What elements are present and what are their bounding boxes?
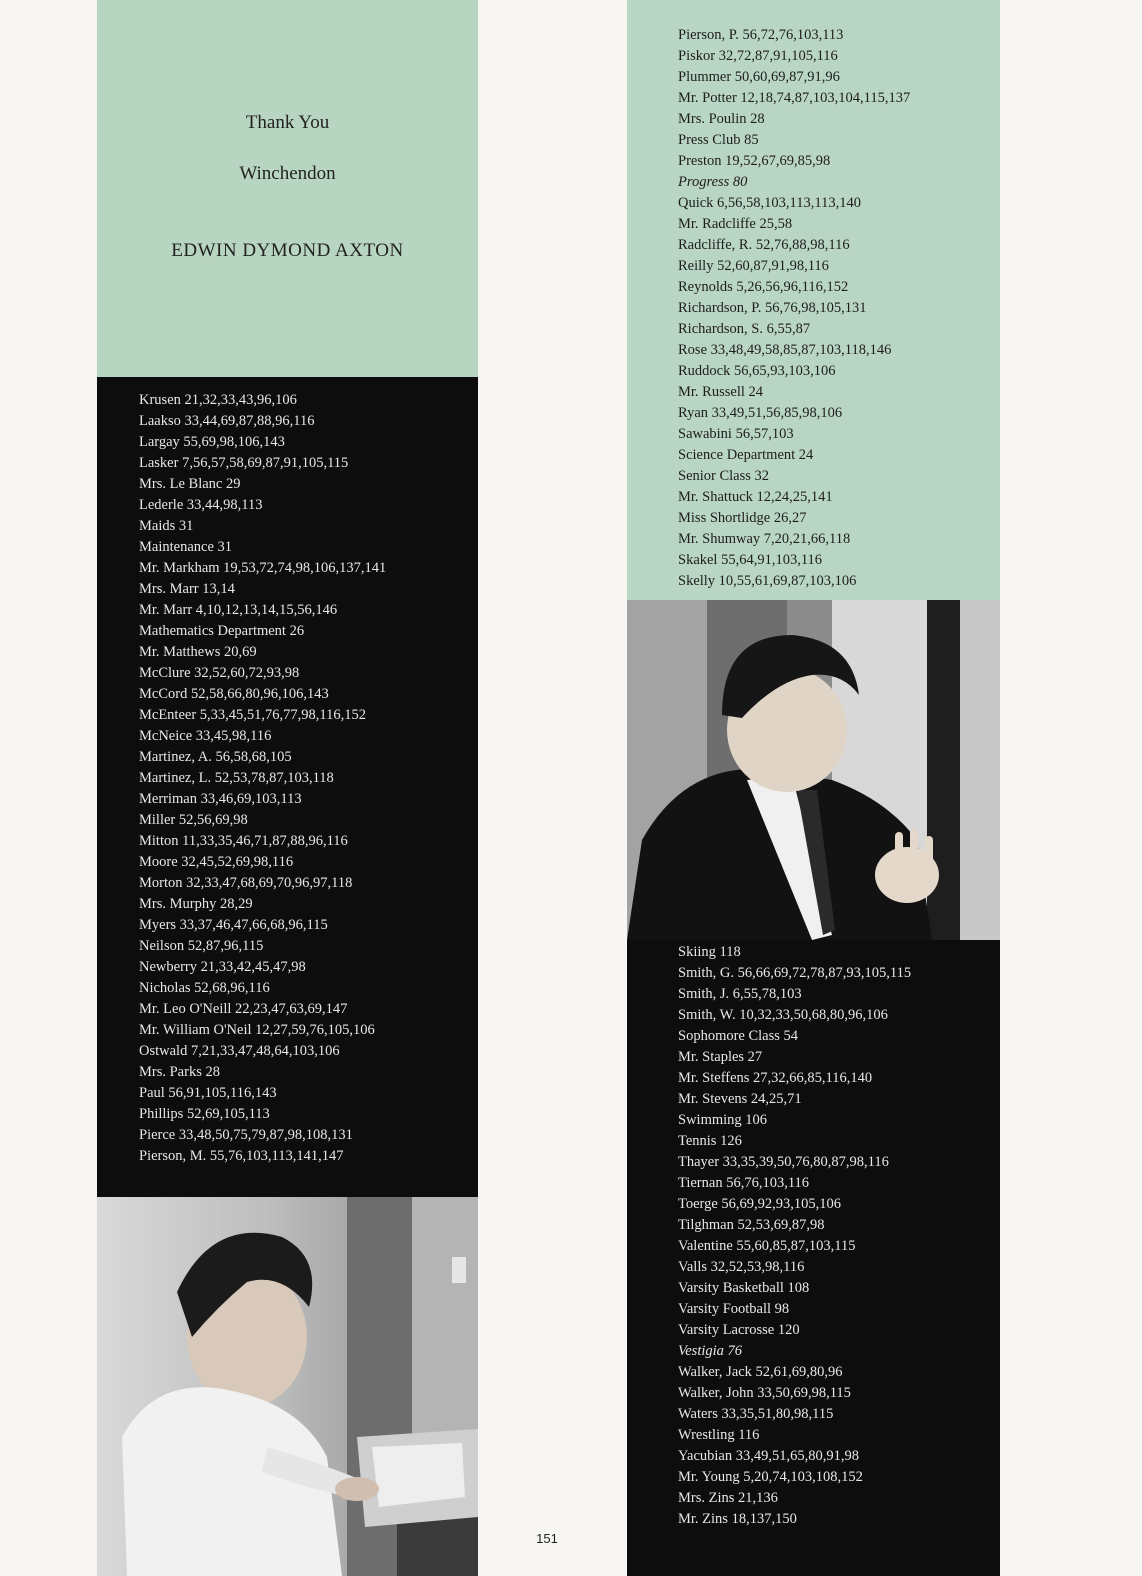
index-entry: Lederle 33,44,98,113 [139, 497, 263, 513]
index-entry: Mrs. Poulin 28 [678, 111, 765, 127]
index-entry: Mr. Markham 19,53,72,74,98,106,137,141 [139, 560, 387, 576]
index-entry: Largay 55,69,98,106,143 [139, 434, 285, 450]
index-entry: Mr. Steffens 27,32,66,85,116,140 [678, 1070, 873, 1086]
index-entry: Valentine 55,60,85,87,103,115 [678, 1238, 856, 1254]
index-entry: Mr. Matthews 20,69 [139, 644, 257, 660]
index-entry: McNeice 33,45,98,116 [139, 728, 272, 744]
index-entry: Mr. Stevens 24,25,71 [678, 1091, 802, 1107]
index-entry: Swimming 106 [678, 1112, 768, 1128]
index-entry: Science Department 24 [678, 447, 814, 463]
index-entry: Maintenance 31 [139, 539, 233, 555]
index-list-right-bottom [678, 942, 911, 1530]
index-entry: Rose 33,48,49,58,85,87,103,118,146 [678, 342, 892, 358]
page-number: 151 [536, 1531, 558, 1546]
index-entry: Neilson 52,87,96,115 [139, 938, 264, 954]
index-entry: Smith, J. 6,55,78,103 [678, 986, 802, 1002]
index-entry: Myers 33,37,46,47,66,68,96,115 [139, 917, 328, 933]
photo-student-typewriter-image [97, 1197, 478, 1576]
index-entry: Varsity Lacrosse 120 [678, 1322, 800, 1338]
index-entry: Wrestling 116 [678, 1427, 760, 1443]
index-entry: Lasker 7,56,57,58,69,87,91,105,115 [139, 455, 349, 471]
index-entry: Laakso 33,44,69,87,88,96,116 [139, 413, 315, 429]
index-entry: Merriman 33,46,69,103,113 [139, 791, 302, 807]
index-entry: Newberry 21,33,42,45,47,98 [139, 959, 306, 975]
index-entry: Pierson, M. 55,76,103,113,141,147 [139, 1148, 344, 1164]
index-entry: Mrs. Marr 13,14 [139, 581, 235, 597]
dedication-name: EDWIN DYMOND AXTON [171, 240, 404, 261]
index-entry: Phillips 52,69,105,113 [139, 1106, 270, 1122]
index-entry: Mitton 11,33,35,46,71,87,88,96,116 [139, 833, 348, 849]
index-entry: Ruddock 56,65,93,103,106 [678, 363, 836, 379]
index-entry: Paul 56,91,105,116,143 [139, 1085, 277, 1101]
index-entry: Varsity Basketball 108 [678, 1280, 810, 1296]
index-entry: Walker, John 33,50,69,98,115 [678, 1385, 851, 1401]
index-entry: Waters 33,35,51,80,98,115 [678, 1406, 834, 1422]
index-entry: Preston 19,52,67,69,85,98 [678, 153, 831, 169]
index-entry: Mr. Leo O'Neill 22,23,47,63,69,147 [139, 1001, 348, 1017]
photo-student-suit [627, 600, 1000, 940]
index-entry: Martinez, L. 52,53,78,87,103,118 [139, 770, 334, 786]
dedication-school: Winchendon [239, 163, 336, 184]
index-entry: Radcliffe, R. 52,76,88,98,116 [678, 237, 850, 253]
index-entry: Mrs. Murphy 28,29 [139, 896, 253, 912]
index-entry: Sophomore Class 54 [678, 1028, 799, 1044]
index-entry: Mr. Potter 12,18,74,87,103,104,115,137 [678, 90, 911, 106]
index-entry: Walker, Jack 52,61,69,80,96 [678, 1364, 843, 1380]
index-entry: Mr. Zins 18,137,150 [678, 1511, 797, 1527]
index-entry: Mr. Shumway 7,20,21,66,118 [678, 531, 851, 547]
index-entry: Tilghman 52,53,69,87,98 [678, 1217, 825, 1233]
index-entry: Miller 52,56,69,98 [139, 812, 248, 828]
index-entry: Reynolds 5,26,56,96,116,152 [678, 279, 849, 295]
index-entry: Mr. Marr 4,10,12,13,14,15,56,146 [139, 602, 338, 618]
index-panel-right-bottom [627, 940, 1000, 1576]
index-list-right-top [678, 25, 910, 592]
dedication-thank-you: Thank You [245, 112, 330, 133]
index-entry: Skelly 10,55,61,69,87,103,106 [678, 573, 857, 589]
index-entry: Sawabini 56,57,103 [678, 426, 794, 442]
index-entry: Skiing 118 [678, 944, 741, 960]
photo-student-typewriter [97, 1197, 478, 1576]
index-entry: Varsity Football 98 [678, 1301, 790, 1317]
index-entry: Krusen 21,32,33,43,96,106 [139, 392, 297, 408]
index-entry: Pierce 33,48,50,75,79,87,98,108,131 [139, 1127, 353, 1143]
photo-student-suit-image [627, 600, 1000, 940]
index-entry: Richardson, P. 56,76,98,105,131 [678, 300, 867, 316]
index-entry: Morton 32,33,47,68,69,70,96,97,118 [139, 875, 353, 891]
index-entry: McClure 32,52,60,72,93,98 [139, 665, 300, 681]
index-entry: Skakel 55,64,91,103,116 [678, 552, 823, 568]
index-entry: Tiernan 56,76,103,116 [678, 1175, 810, 1191]
index-entry: Quick 6,56,58,103,113,113,140 [678, 195, 861, 211]
index-entry: Yacubian 33,49,51,65,80,91,98 [678, 1448, 859, 1464]
index-entry: Moore 32,45,52,69,98,116 [139, 854, 294, 870]
index-panel-left [97, 377, 478, 1197]
index-entry: Ryan 33,49,51,56,85,98,106 [678, 405, 843, 421]
index-entry: Nicholas 52,68,96,116 [139, 980, 270, 996]
index-entry: Mr. Staples 27 [678, 1049, 763, 1065]
index-entry: Smith, W. 10,32,33,50,68,80,96,106 [678, 1007, 888, 1023]
index-entry: Press Club 85 [678, 132, 759, 148]
index-entry: Pierson, P. 56,72,76,103,113 [678, 27, 844, 43]
index-entry: Reilly 52,60,87,91,98,116 [678, 258, 829, 274]
index-entry: Smith, G. 56,66,69,72,78,87,93,105,115 [678, 965, 912, 981]
index-entry: Mrs. Zins 21,136 [678, 1490, 778, 1506]
index-entry: Senior Class 32 [678, 468, 770, 484]
index-entry: Progress 80 [678, 174, 748, 190]
dedication-panel [97, 0, 478, 377]
index-entry: Mr. Shattuck 12,24,25,141 [678, 489, 833, 505]
index-entry: Maids 31 [139, 518, 194, 534]
index-entry: Mathematics Department 26 [139, 623, 305, 639]
index-entry: Vestigia 76 [678, 1343, 743, 1359]
index-entry: Tennis 126 [678, 1133, 742, 1149]
index-entry: Mr. Radcliffe 25,58 [678, 216, 793, 232]
index-entry: Mrs. Parks 28 [139, 1064, 220, 1080]
index-entry: McEnteer 5,33,45,51,76,77,98,116,152 [139, 707, 367, 723]
index-entry: Thayer 33,35,39,50,76,80,87,98,116 [678, 1154, 889, 1170]
index-entry: Mr. Russell 24 [678, 384, 763, 400]
index-entry: Ostwald 7,21,33,47,48,64,103,106 [139, 1043, 340, 1059]
index-entry: Martinez, A. 56,58,68,105 [139, 749, 292, 765]
index-entry: Mr. Young 5,20,74,103,108,152 [678, 1469, 863, 1485]
index-entry: Mr. William O'Neil 12,27,59,76,105,106 [139, 1022, 375, 1038]
index-entry: McCord 52,58,66,80,96,106,143 [139, 686, 329, 702]
index-entry: Miss Shortlidge 26,27 [678, 510, 807, 526]
index-entry: Toerge 56,69,92,93,105,106 [678, 1196, 842, 1212]
index-entry: Plummer 50,60,69,87,91,96 [678, 69, 840, 85]
index-entry: Mrs. Le Blanc 29 [139, 476, 241, 492]
index-entry: Piskor 32,72,87,91,105,116 [678, 48, 838, 64]
index-list-left [139, 390, 386, 1167]
index-panel-right-top [627, 0, 1000, 600]
index-entry: Richardson, S. 6,55,87 [678, 321, 811, 337]
index-entry: Valls 32,52,53,98,116 [678, 1259, 805, 1275]
